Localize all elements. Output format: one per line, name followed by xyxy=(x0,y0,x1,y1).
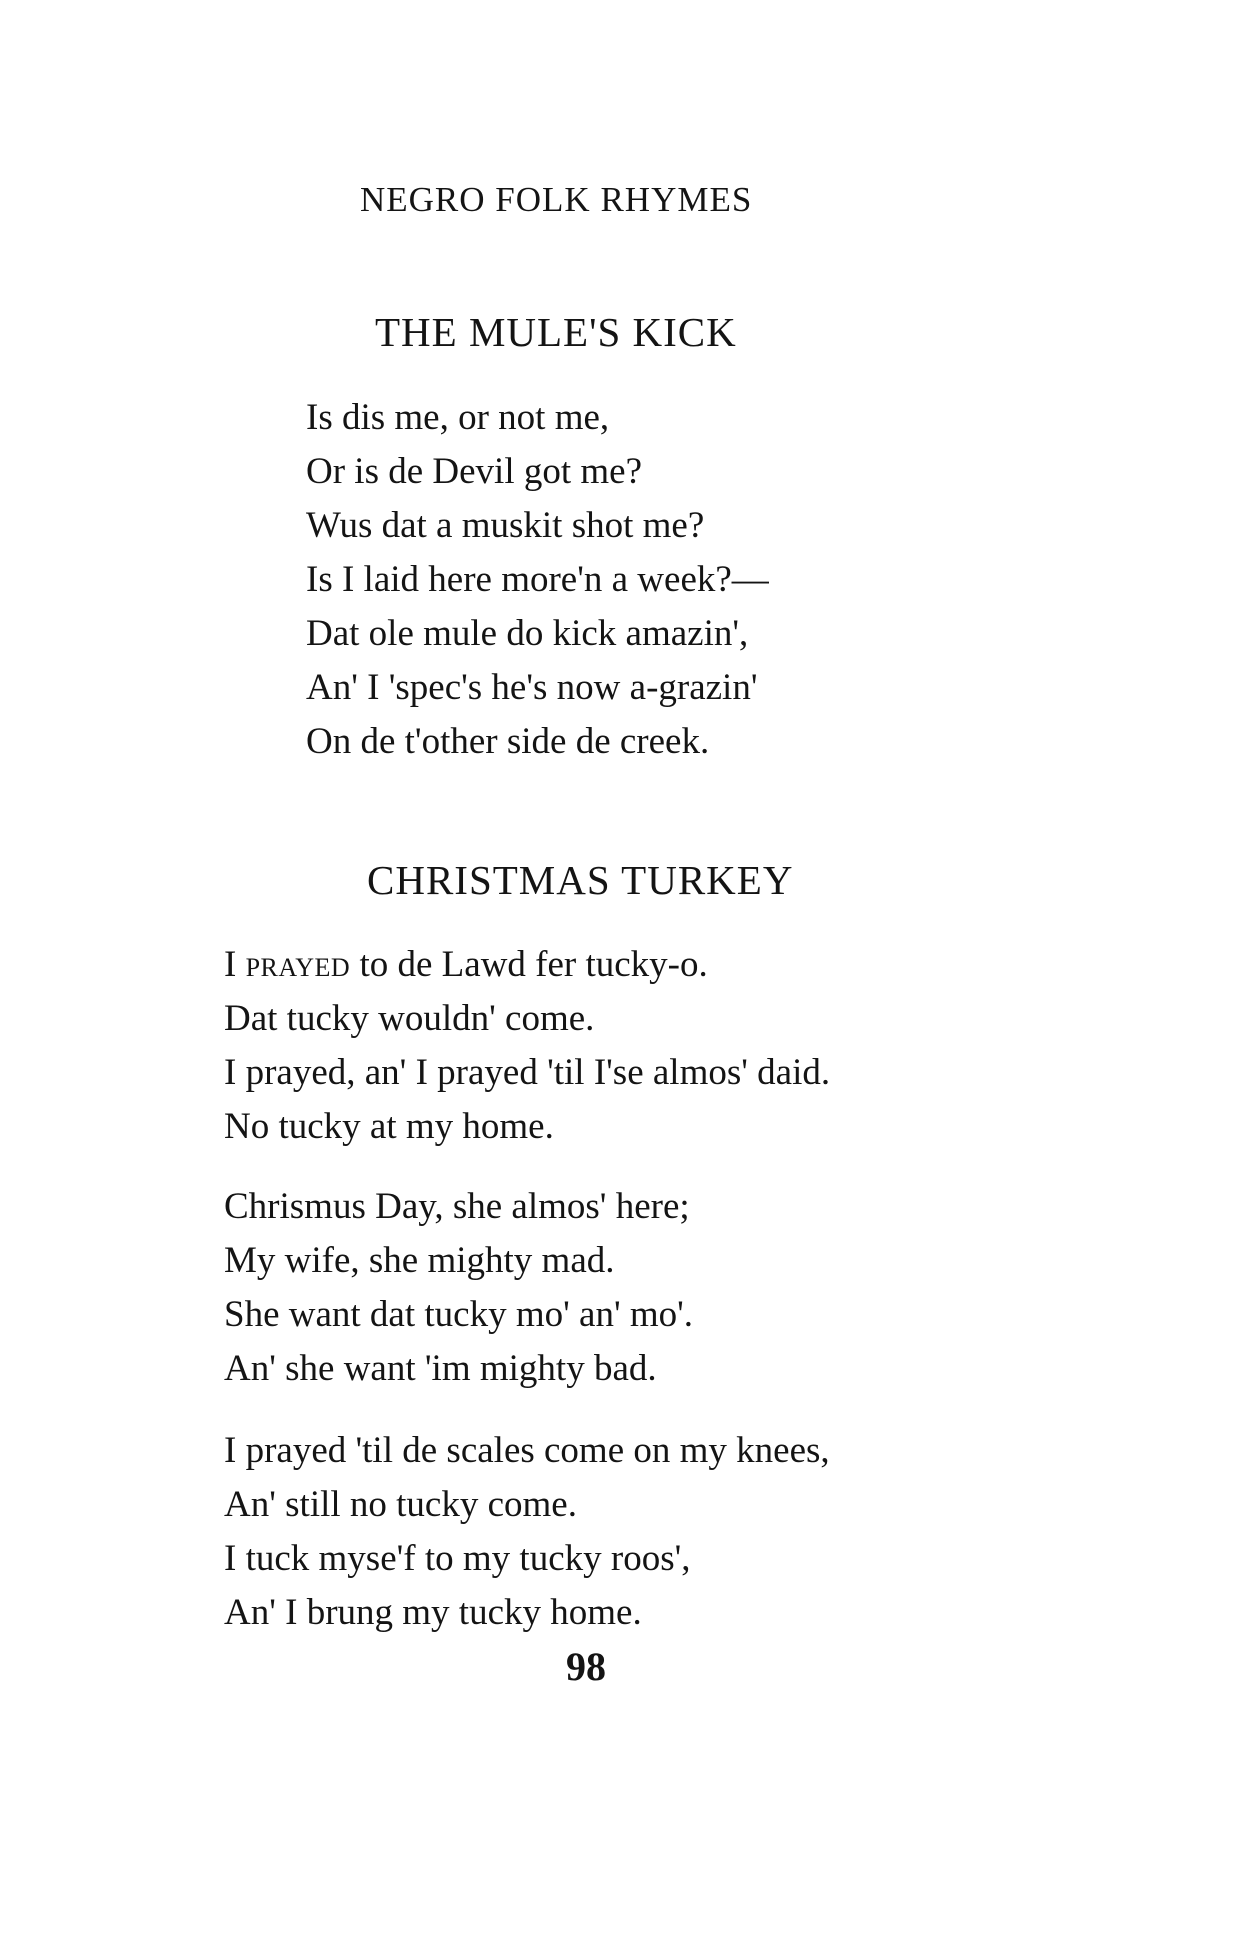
verse-line: I prayed, an' I prayed 'til I'se almos' daid. xyxy=(224,1052,831,1093)
verse-line: Or is de Devil got me? xyxy=(306,451,642,492)
verse-line: An' I brung my tucky home. xyxy=(224,1592,642,1633)
smallcaps-word: prayed xyxy=(245,944,351,985)
verse-line: An' she want 'im mighty bad. xyxy=(224,1348,657,1389)
stanza xyxy=(224,938,830,1154)
verse-line: On de t'other side de creek. xyxy=(306,721,710,762)
verse-line: Is dis me, or not me, xyxy=(306,397,610,438)
stanza xyxy=(224,1424,830,1640)
running-head: NEGRO FOLK RHYMES xyxy=(360,180,753,219)
verse-line: I tuck myse'f to my tucky roos', xyxy=(224,1538,691,1579)
verse-line: My wife, she mighty mad. xyxy=(224,1240,615,1281)
verse-line: Dat tucky wouldn' come. xyxy=(224,998,595,1039)
poem-title-christmas-turkey: CHRISTMAS TURKEY xyxy=(367,857,794,903)
first-line-rest: to de Lawd fer tucky-o. xyxy=(359,944,708,985)
stanza xyxy=(224,1180,693,1396)
page-number: 98 xyxy=(566,1644,606,1689)
initial-word: I xyxy=(224,944,237,985)
verse-line: I prayed 'til de scales come on my knees, xyxy=(224,1430,830,1471)
verse-line: No tucky at my home. xyxy=(224,1106,554,1147)
verse-line: Chrismus Day, she almos' here; xyxy=(224,1186,690,1227)
poem-title-mules-kick: THE MULE'S KICK xyxy=(375,309,737,355)
verse-line: An' I 'spec's he's now a-grazin' xyxy=(306,667,758,708)
verse-line: An' still no tucky come. xyxy=(224,1484,577,1525)
verse-line: Is I laid here more'n a week?— xyxy=(306,559,769,600)
verse-line: Wus dat a muskit shot me? xyxy=(306,505,705,546)
poem-body-mules-kick xyxy=(306,391,769,769)
verse-line-first xyxy=(224,938,830,992)
verse-line: Dat ole mule do kick amazin', xyxy=(306,613,749,654)
verse-line: She want dat tucky mo' an' mo'. xyxy=(224,1294,694,1335)
